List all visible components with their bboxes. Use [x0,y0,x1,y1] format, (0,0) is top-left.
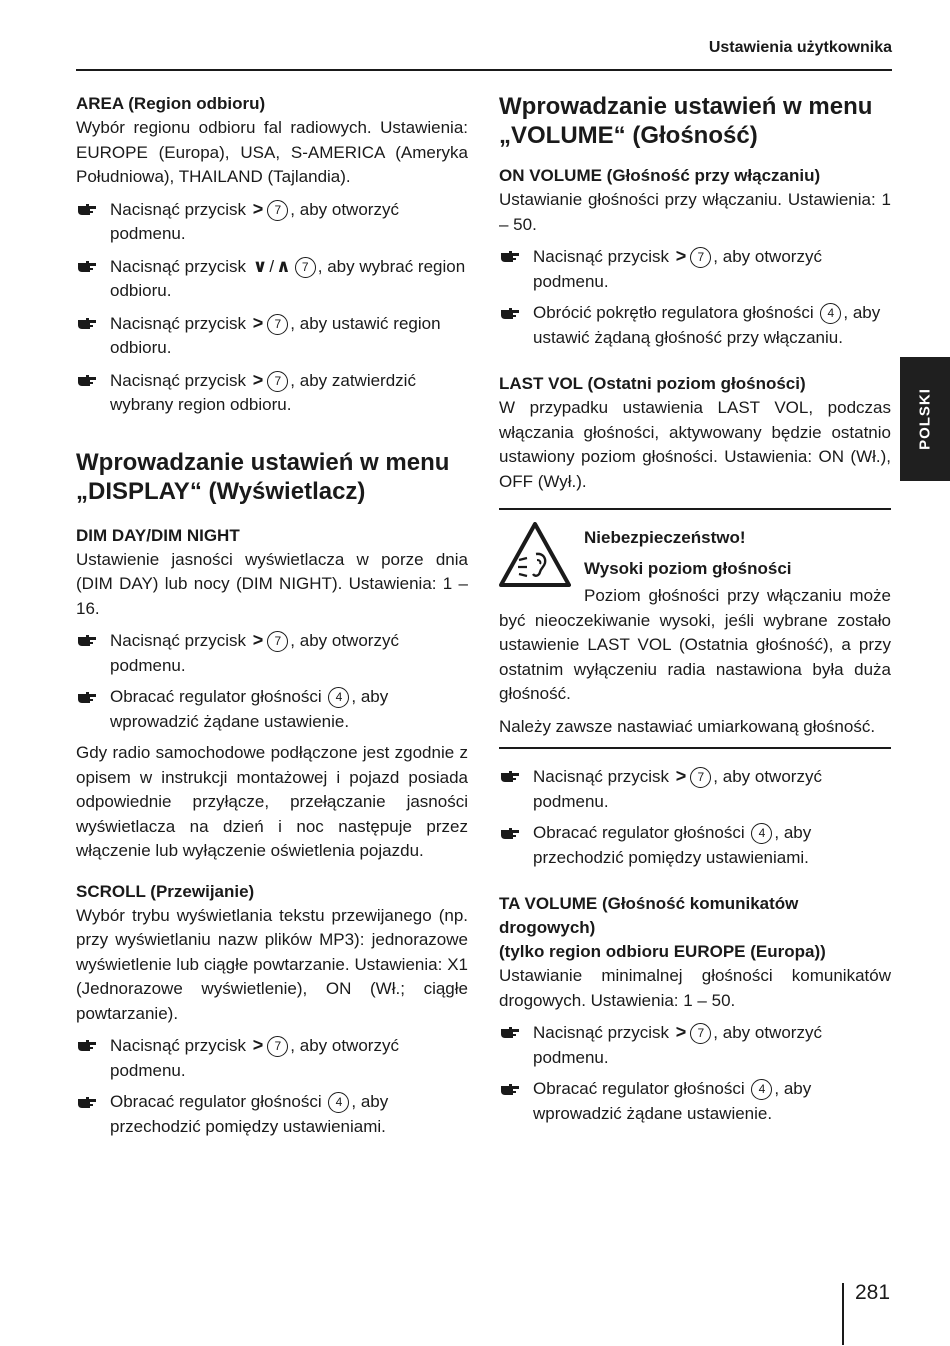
header-rule [76,69,892,71]
right-arrow-icon: > [252,630,264,650]
volume-heading: Wprowadzanie ustawień w menu „VOLUME“ (Głośność) [499,93,873,149]
running-header: Ustawienia użytkownika [708,39,892,56]
scroll-step-1: Nacisnąć przycisk > 7 , aby otworzyć podmenu. [76,1033,468,1083]
pointing-hand-icon [77,634,97,648]
area-title: AREA (Region odbioru) [76,94,266,113]
key-number: 4 [328,1092,349,1113]
ta-volume-subtitle: (tylko region odbioru EUROPE (Europa)) [499,942,826,961]
pointing-hand-icon [500,827,520,841]
area-step-2: Nacisnąć przycisk ∨ / ∧ 7 , aby wybrać region odbioru. [76,254,468,304]
footer-rule [842,1283,844,1345]
right-arrow-icon: > [252,369,264,390]
last-vol-title: LAST VOL (Ostatni poziom głośności) [499,374,806,393]
on-volume-step-2: Obrócić pokrętło regulatora głośności 4 , aby ustawić żądaną głośność przy włączaniu. [499,301,891,350]
key-number: 7 [690,1023,711,1044]
right-arrow-icon: > [675,1022,687,1042]
dim-step-2: Obracać regulator głośności 4 , aby wprowadzić żądane ustawienie. [76,685,468,734]
right-arrow-icon: > [675,246,687,266]
right-arrow-icon: > [252,1035,264,1055]
right-column [499,92,891,1126]
up-arrow-icon: ∧ [276,255,291,276]
page-number: 281 [855,1281,891,1304]
scroll-desc: Wybór trybu wyświetlania tekstu przewijanego (np. przy wyświetlaniu nazw plików MP3): jednorazowe wyświetlenie lub ciągłe powtarzanie. Ustawienia: X1 (Jednorazowe wyświetlenie), ON (Wł.; ciągłe powtarzanie). [76,905,468,1023]
last-vol-step-1: Nacisnąć przycisk > 7 , aby otworzyć podmenu. [499,764,891,814]
warning-subtitle: Wysoki poziom głośności [584,559,792,578]
key-number: 7 [267,200,288,221]
key-number: 7 [267,371,288,392]
pointing-hand-icon [500,1026,520,1040]
pointing-hand-icon [500,1083,520,1097]
pointing-hand-icon [500,307,520,321]
dim-desc: Ustawienie jasności wyświetlacza w porze dnia (DIM DAY) lub nocy (DIM NIGHT). Ustawienia: 1 – 16. [76,549,468,618]
area-desc: Wybór regionu odbioru fal radiowych. Ustawienia: EUROPE (Europa), USA, S-AMERICA (Ameryka Południowa), THAILAND (Tajlandia). [76,118,468,186]
pointing-hand-icon [500,770,520,784]
scroll-title: SCROLL (Przewijanie) [76,881,255,901]
key-number: 7 [267,314,288,335]
dim-note: Gdy radio samochodowe podłączone jest zgodnie z opisem w instrukcji montażowej i pojazd posiada odpowiednie przyłącze, przełączanie jasności wyświetlacza na dzień i noc następuje przez włączenie lub wyłączenie oświetlenia pojazdu. [76,743,468,860]
last-vol-step-2: Obracać regulator głośności 4 , aby przechodzić pomiędzy ustawieniami. [499,821,891,870]
last-vol-desc: W przypadku ustawienia LAST VOL, podczas włączania głośności, aktywowany będzie ostatnio ustawiony poziom głośności. Ustawienia: ON (Wł.), OFF (Wył.). [499,398,891,491]
ta-volume-step-2: Obracać regulator głośności 4 , aby wprowadzić żądane ustawienie. [499,1077,891,1126]
pointing-hand-icon [500,250,520,264]
ta-volume-desc: Ustawianie minimalnej głośności komunikatów drogowych. Ustawienia: 1 – 50. [499,966,891,1010]
key-number: 7 [690,767,711,788]
warning-text: Poziom głośności przy włączaniu może być nieoczekiwanie wysoki, jeśli wybrane zostało ustawienie LAST VOL (Ostatnia głośność), a przy ostatnim wyłączeniu radia nastawiona była duża głośność. [499,586,891,703]
scroll-step-2: Obracać regulator głośności 4 , aby przechodzić pomiędzy ustawieniami. [76,1090,468,1139]
pointing-hand-icon [77,260,97,274]
dim-step-1: Nacisnąć przycisk > 7 , aby otworzyć podmenu. [76,628,468,678]
warning-box [499,508,891,749]
display-heading: Wprowadzanie ustawień w menu „DISPLAY“ (Wyświetlacz) [76,448,450,505]
key-number: 7 [295,257,316,278]
warning-text-2: Należy zawsze nastawiać umiarkowaną głośność. [499,716,876,736]
key-number: 4 [751,823,772,844]
key-number: 7 [267,1036,288,1057]
down-arrow-icon: ∨ [252,255,268,276]
right-arrow-icon: > [675,766,687,786]
area-step-1: Nacisnąć przycisk > 7 , aby otworzyć podmenu. [76,197,468,247]
dim-title: DIM DAY/DIM NIGHT [76,525,240,545]
key-number: 4 [820,303,841,324]
on-volume-title: ON VOLUME (Głośność przy włączaniu) [499,166,821,185]
language-tab [900,357,950,481]
pointing-hand-icon [77,374,97,388]
pointing-hand-icon [77,317,97,331]
on-volume-step-1: Nacisnąć przycisk > 7 , aby otworzyć podmenu. [499,244,891,294]
warning-loud-noise-icon [499,522,571,588]
ta-volume-step-1: Nacisnąć przycisk > 7 , aby otworzyć podmenu. [499,1020,891,1070]
on-volume-desc: Ustawianie głośności przy włączaniu. Ustawienia: 1 – 50. [499,190,891,234]
key-number: 4 [328,687,349,708]
right-arrow-icon: > [252,312,264,333]
left-column [76,92,468,1139]
pointing-hand-icon [77,691,97,705]
ta-volume-title: TA VOLUME (Głośność komunikatów drogowych) [499,894,799,937]
key-number: 7 [690,247,711,268]
language-tab-label: POLSKI [916,388,934,450]
right-arrow-icon: > [252,198,264,219]
area-step-4: Nacisnąć przycisk > 7 , aby zatwierdzić wybrany region odbioru. [76,368,468,418]
pointing-hand-icon [77,203,97,217]
pointing-hand-icon [77,1039,97,1053]
key-number: 7 [267,631,288,652]
key-number: 4 [751,1079,772,1100]
area-step-3: Nacisnąć przycisk > 7 , aby ustawić region odbioru. [76,311,468,361]
pointing-hand-icon [77,1096,97,1110]
warning-title: Niebezpieczeństwo! [584,528,746,547]
